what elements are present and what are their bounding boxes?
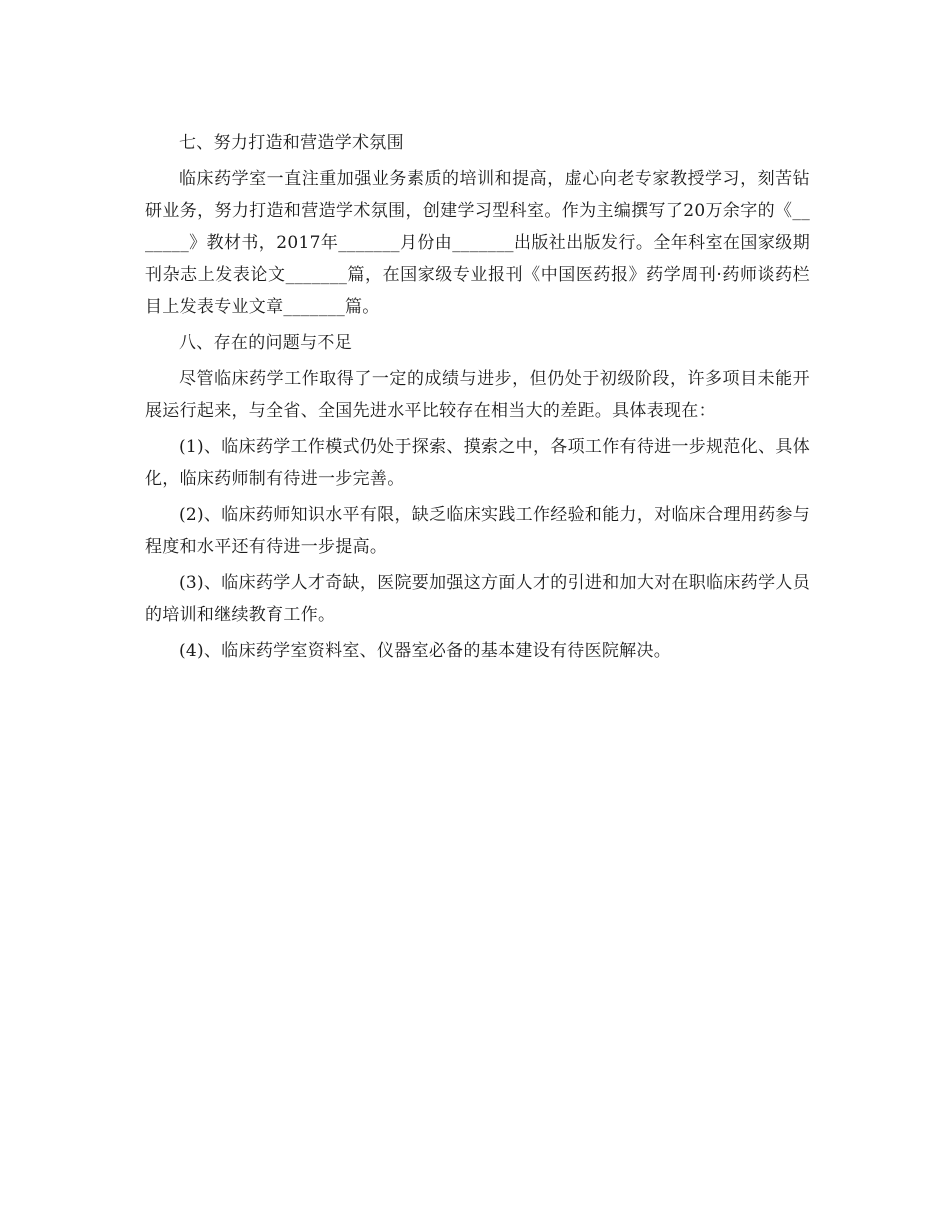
paragraph-problem-4: (4)、临床药学室资料室、仪器室必备的基本建设有待医院解决。 <box>179 641 672 661</box>
section-heading-7: 七、努力打造和营造学术氛围 <box>179 133 404 153</box>
document-body <box>145 127 810 671</box>
paragraph-problem-3: (3)、临床药学人才奇缺，医院要加强这方面人才的引进和加大对在职临床药学人员的培训和继续教育工作。 <box>145 573 810 625</box>
paragraph-problems-intro: 尽管临床药学工作取得了一定的成绩与进步，但仍处于初级阶段，许多项目未能开展运行起来，与全省、全国先进水平比较存在相当大的差距。具体表现在： <box>145 369 810 421</box>
paragraph-problem-2: (2)、临床药师知识水平有限，缺乏临床实践工作经验和能力，对临床合理用药参与程度和水平还有待进一步提高。 <box>145 505 810 557</box>
paragraph-problem-1: (1)、临床药学工作模式仍处于探索、摸索之中，各项工作有待进一步规范化、具体化，临床药师制有待进一步完善。 <box>145 437 810 489</box>
section-heading-8: 八、存在的问题与不足 <box>179 333 352 353</box>
paragraph-academic-atmosphere: 临床药学室一直注重加强业务素质的培训和提高，虚心向老专家教授学习，刻苦钻研业务，努力打造和营造学术氛围，创建学习型科室。作为主编撰写了20万余字的《_______》教材书，2017年_______月份由_______出版社出版发行。全年科室在国家级期刊杂志上发表论文_______篇，在国家级专业报刊《中国医药报》药学周刊·药师谈药栏目上发表专业文章_______篇。 <box>145 169 810 317</box>
